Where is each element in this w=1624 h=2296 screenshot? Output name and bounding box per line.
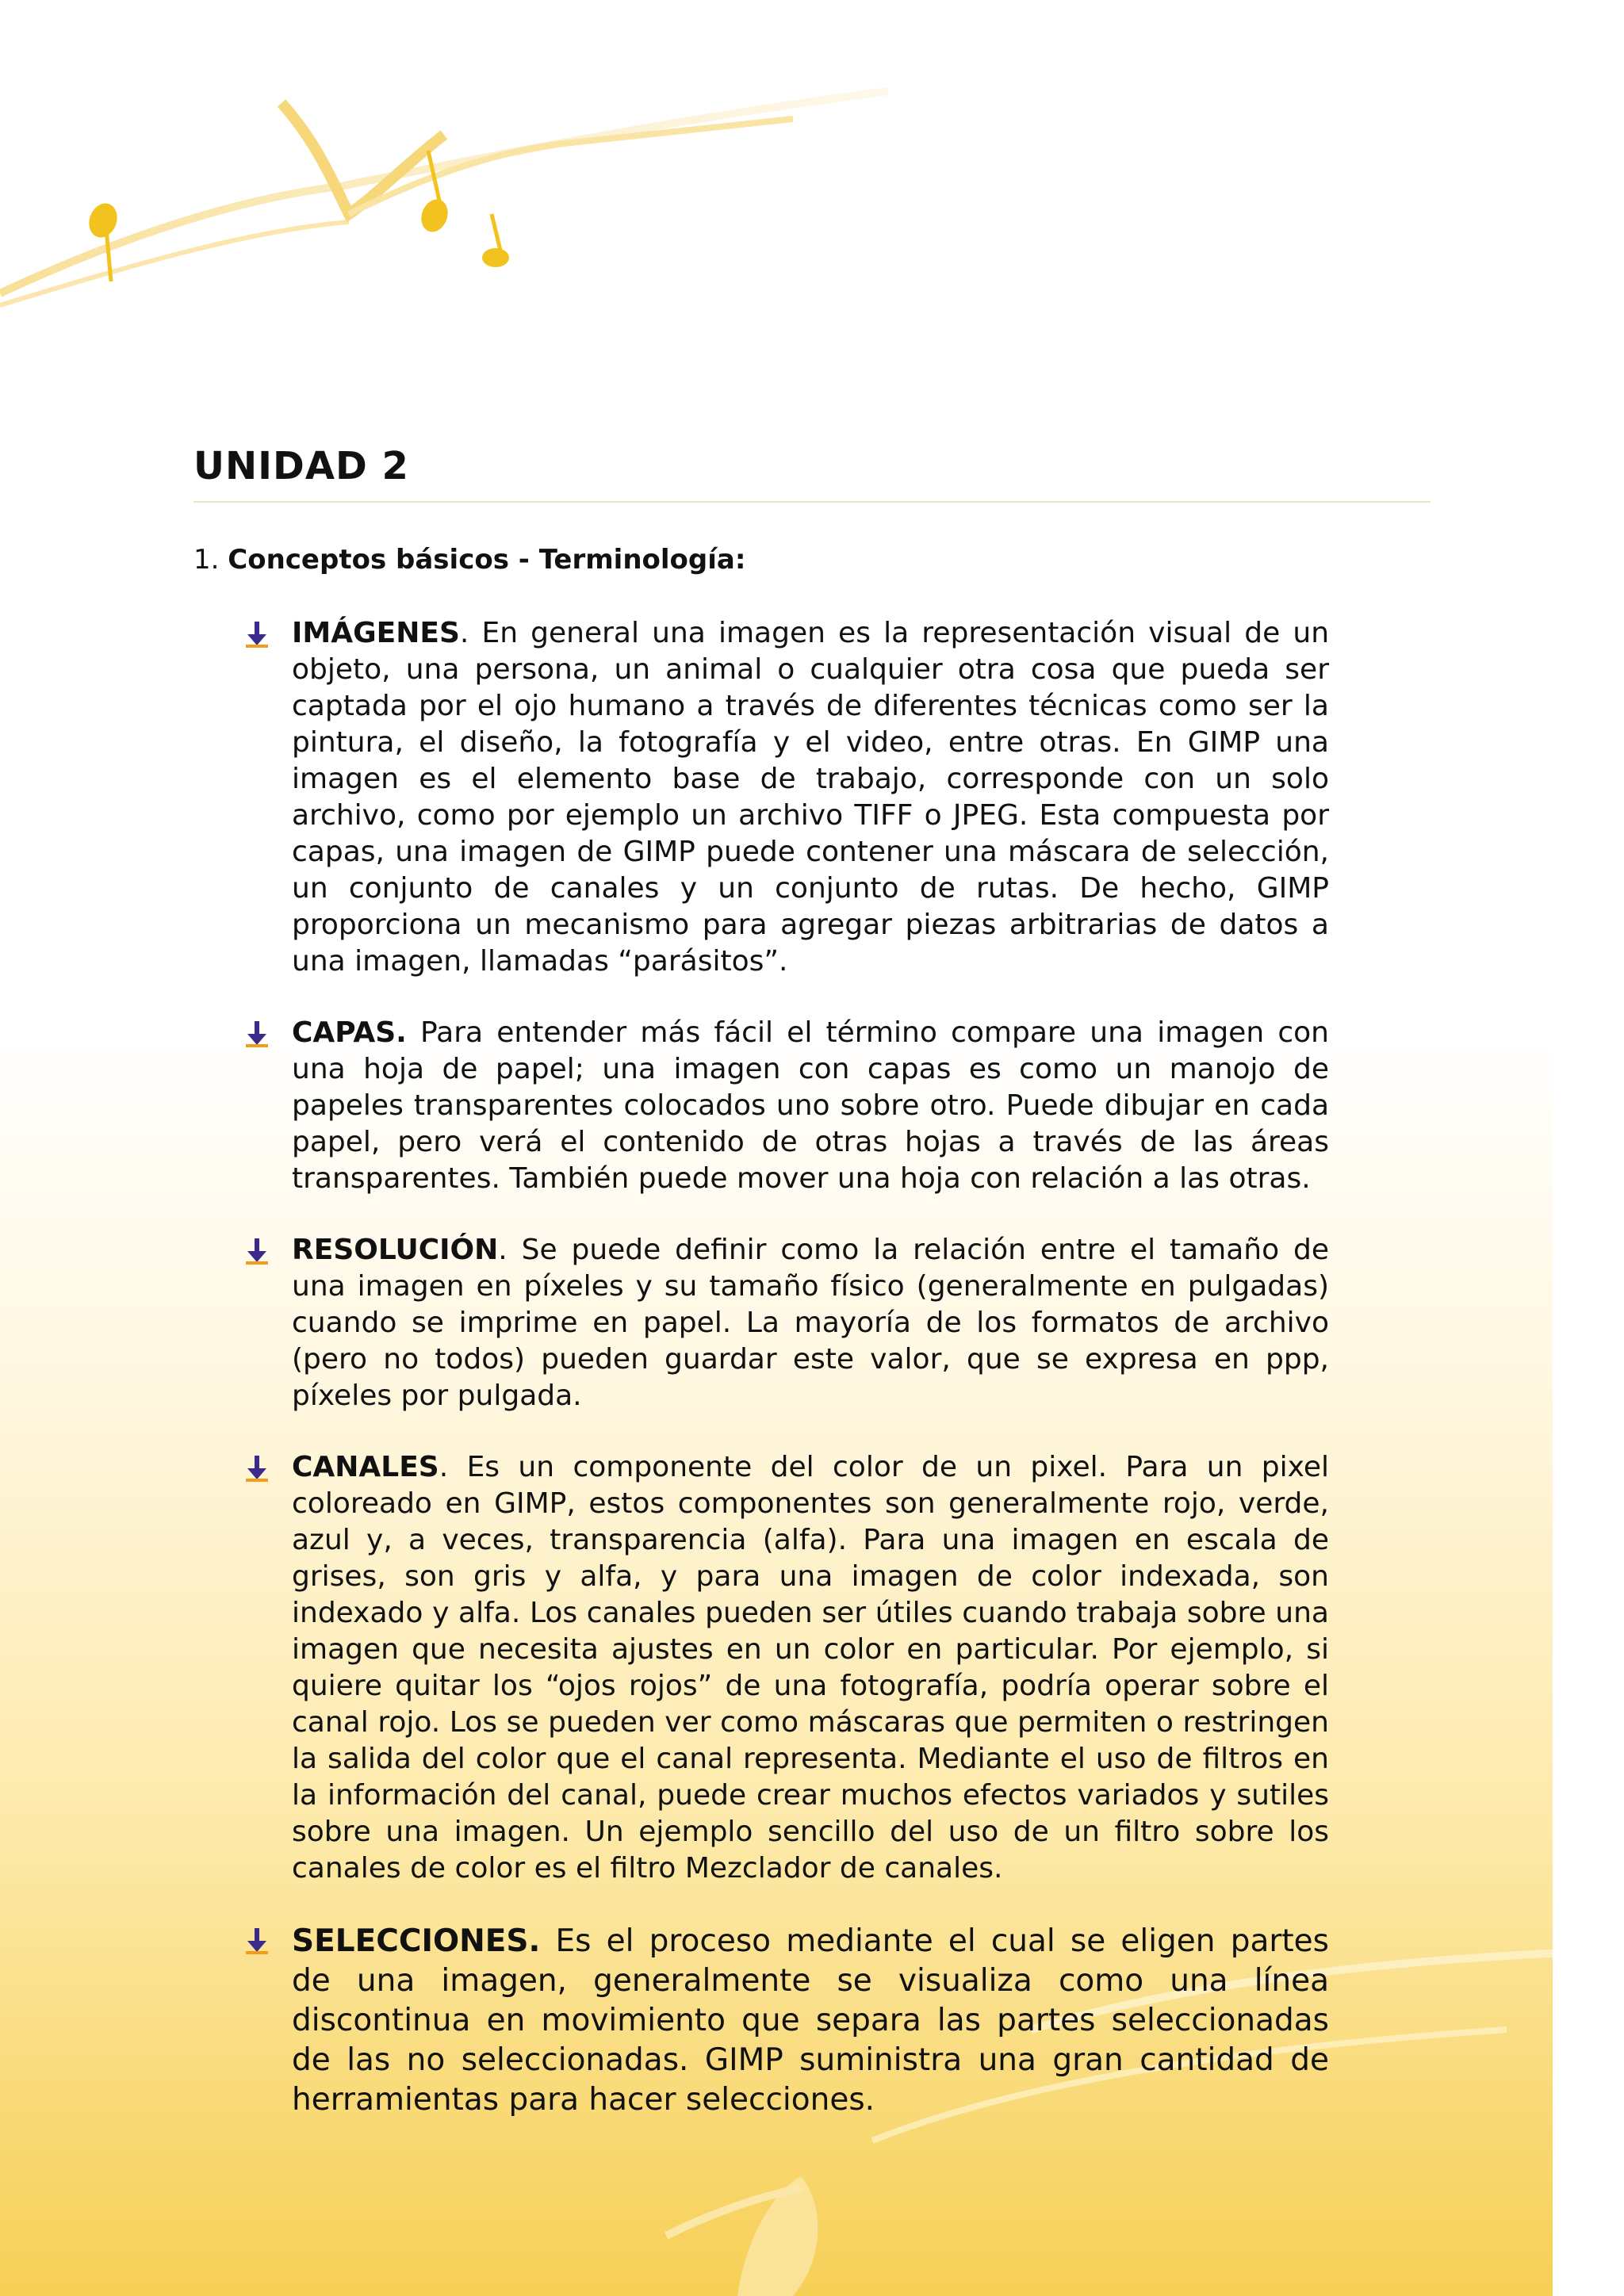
term-separator: . [439,1451,467,1483]
arrow-down-bullet-icon [243,1454,271,1483]
term-separator [407,1016,420,1049]
term-separator: . [459,617,482,649]
term-item-canales [243,1449,1329,1887]
section-heading [193,544,745,576]
term-separator [540,1923,555,1959]
title-divider [193,501,1431,503]
term-label: CANALES [292,1451,439,1483]
arrow-down-bullet-icon [243,1020,271,1048]
arrow-down-bullet-icon [243,1237,271,1265]
term-item-capas [243,1015,1329,1197]
section-title: Conceptos básicos - Terminología: [228,544,746,576]
term-item-imagenes [243,615,1329,980]
section-number: 1. [193,544,220,576]
term-label: IMÁGENES [292,617,460,649]
unit-title: UNIDAD 2 [193,444,409,488]
arrow-down-bullet-icon [243,1927,271,1955]
term-description: En general una imagen es la representación visual de un objeto, una persona, un animal o cualquier otra cosa que pueda ser captada por el ojo humano a través de diferentes técnicas como ser la pintura, el diseño, la fotografía y el video, entre otras. En GIMP una imagen es el elemento base de trabajo, corresponde con un solo archivo, como por ejemplo un archivo TIFF o JPEG. Esta compuesta por capas, una imagen de GIMP puede contener una máscara de selección, un conjunto de canales y un conjunto de rutas. De hecho, GIMP proporciona un mecanismo para agregar piezas arbitrarias de datos a una imagen, llamadas “parásitos”. [292,617,1330,978]
term-description: Se puede definir como la relación entre el tamaño de una imagen en píxeles y su tamaño físico (generalmente en pulgadas) cuando se imprime en papel. La mayoría de los formatos de archivo (pero no todos) pueden guardar este valor, que se expresa en ppp, píxeles por pulgada. [292,1234,1330,1412]
term-separator: . [498,1234,522,1266]
term-item-selecciones [243,1922,1329,2120]
term-description: Para entender más fácil el término compare una imagen con una hoja de papel; una imagen con capas es como un manojo de papeles transparentes colocados uno sobre otro. Puede dibujar en cada papel, pero verá el contenido de otras hojas a través de las áreas transparentes. También puede mover una hoja con relación a las otras. [292,1016,1329,1195]
arrow-down-bullet-icon [243,620,271,649]
term-label: SELECCIONES. [292,1923,541,1959]
page-right-margin [1553,0,1624,2296]
term-description: Es el proceso mediante el cual se eligen partes de una imagen, generalmente se visualiza como una línea discontinua en movimiento que separa las partes seleccionadas de las no seleccionadas. GIMP suministra una gran cantidad de herramientas para hacer selecciones. [292,1923,1329,2118]
term-label: RESOLUCIÓN [292,1234,499,1266]
term-label: CAPAS. [292,1016,407,1049]
term-description: Es un componente del color de un pixel. Para un pixel coloreado en GIMP, estos componentes son generalmente rojo, verde, azul y, a veces, transparencia (alfa). Para una imagen en escala de grises, son gris y alfa, y para una imagen de color indexada, son indexado y alfa. Los canales pueden ser útiles cuando trabaja sobre una imagen que necesita ajustes en un color en particular. Por ejemplo, si quiere quitar los “ojos rojos” de una fotografía, podría operar sobre el canal rojo. Los se pueden ver como máscaras que permiten o restringen la salida del color que el canal representa. Mediante el uso de filtros en la información del canal, puede crear muchos efectos variados y sutiles sobre una imagen. Un ejemplo sencillo del uso de un filtro sobre los canales de color es el filtro Mezclador de canales. [292,1451,1330,1885]
term-item-resolucion [243,1232,1329,1414]
